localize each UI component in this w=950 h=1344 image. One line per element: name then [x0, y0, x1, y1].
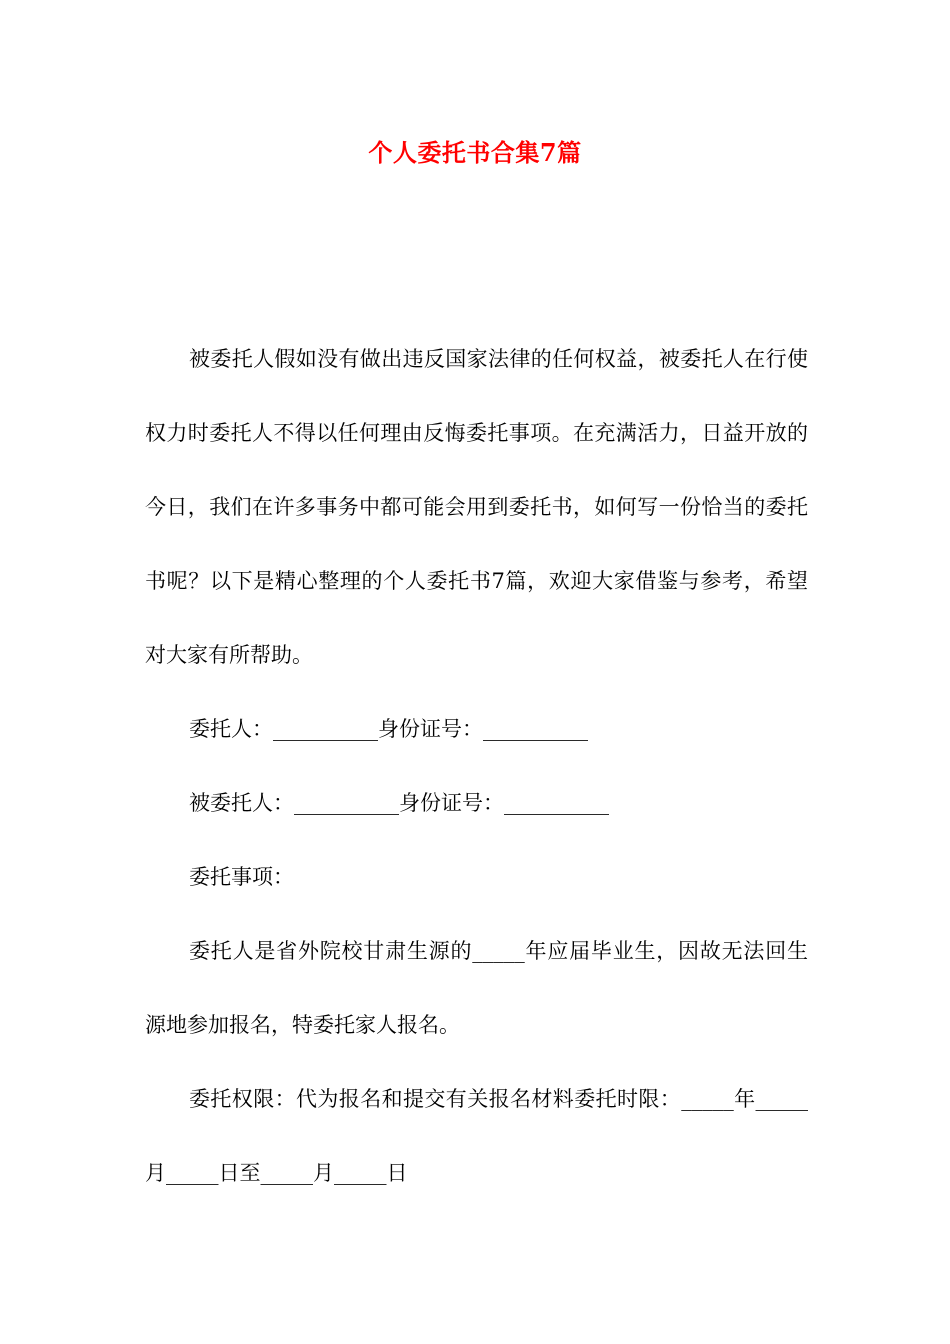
agent-line: 被委托人：__________身份证号：__________ [189, 791, 609, 815]
document-title: 个人委托书合集7篇 [368, 138, 582, 167]
authority-period-paragraph: 委托权限：代为报名和提交有关报名材料委托时限：_____年_____月_____日至_____月_____日 [145, 1087, 808, 1185]
principal-line: 委托人：__________身份证号：__________ [189, 717, 588, 741]
entrusted-matters-heading: 委托事项： [189, 865, 294, 889]
entrusted-matters-paragraph: 委托人是省外院校甘肃生源的_____年应届毕业生，因故无法回生源地参加报名，特委托家人报名。 [145, 939, 808, 1037]
document-body [145, 322, 808, 1210]
intro-paragraph: 被委托人假如没有做出违反国家法律的任何权益，被委托人在行使权力时委托人不得以任何理由反悔委托事项。在充满活力，日益开放的今日，我们在许多事务中都可能会用到委托书，如何写一份恰当的委托书呢？以下是精心整理的个人委托书7篇，欢迎大家借鉴与参考，希望对大家有所帮助。 [145, 347, 808, 667]
